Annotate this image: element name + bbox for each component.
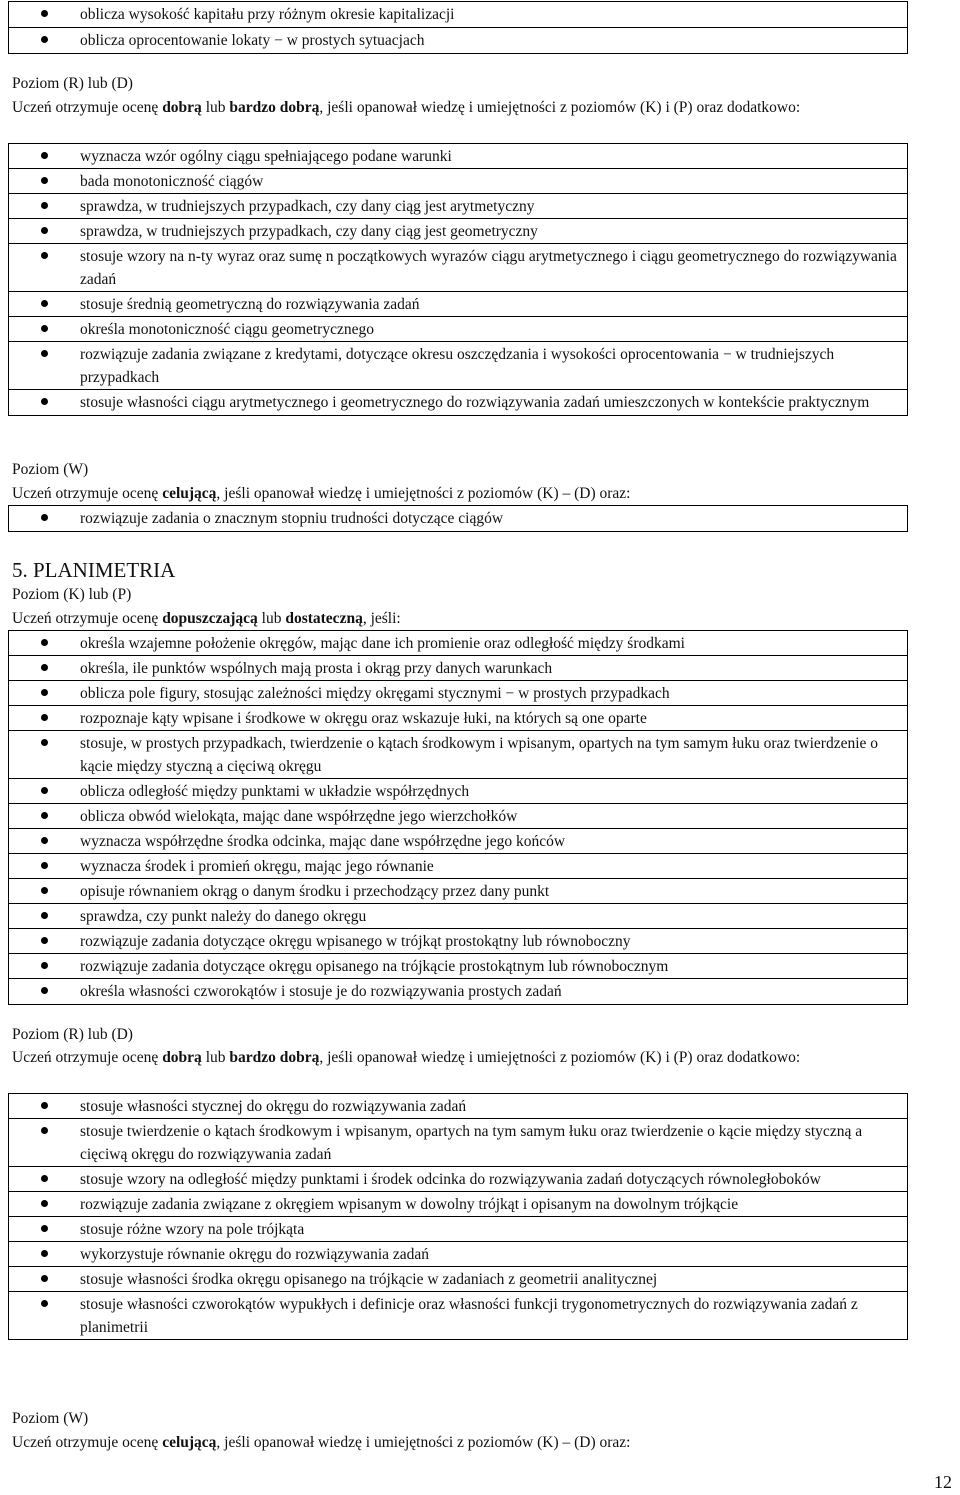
list-item: rozwiązuje zadania związane z kredytami, dotyczące okresu oszczędzania i wysokości oprocentowania − w trudniejszych przypadkach	[9, 342, 907, 390]
list-item: rozwiązuje zadania dotyczące okręgu wpisanego w trójkąt prostokątny lub równoboczny	[9, 929, 907, 954]
grade-intro: Uczeń otrzymuje ocenę celującą, jeśli opanował wiedzę i umiejętności z poziomów (K) – (D) oraz:	[12, 485, 631, 502]
bullet-icon	[41, 152, 48, 159]
list-item: określa monotoniczność ciągu geometrycznego	[9, 317, 907, 342]
list-item: stosuje własności stycznej do okręgu do rozwiązywania zadań	[9, 1094, 907, 1119]
grade-intro: Uczeń otrzymuje ocenę celującą, jeśli opanował wiedzę i umiejętności z poziomów (K) – (D) oraz:	[12, 1434, 631, 1451]
list-item: stosuje własności czworokątów wypukłych i definicje oraz własności funkcji trygonometrycznych do rozwiązywania zadań z planimetrii	[9, 1292, 907, 1339]
list-item: oblicza obwód wielokąta, mając dane współrzędne jego wierzchołków	[9, 804, 907, 829]
list-item: oblicza oprocentowanie lokaty − w prostych sytuacjach	[9, 28, 907, 53]
section5-kp-list	[8, 630, 908, 1005]
bullet-icon	[41, 252, 48, 259]
bullet-icon	[41, 664, 48, 671]
section4-top-list	[8, 1, 908, 54]
list-item: sprawdza, w trudniejszych przypadkach, czy dany ciąg jest geometryczny	[9, 219, 907, 244]
bullet-icon	[41, 639, 48, 646]
bullet-icon	[41, 300, 48, 307]
level-heading: Poziom (R) lub (D)	[12, 1026, 133, 1043]
bullet-icon	[41, 714, 48, 721]
list-item: stosuje średnią geometryczną do rozwiązywania zadań	[9, 292, 907, 317]
bullet-icon	[41, 1250, 48, 1257]
list-item: wyznacza środek i promień okręgu, mając jego równanie	[9, 854, 907, 879]
list-item: oblicza wysokość kapitału przy różnym okresie kapitalizacji	[9, 2, 907, 28]
list-item: stosuje wzory na odległość między punktami i środek odcinka do rozwiązywania zadań dotyczących równoległoboków	[9, 1167, 907, 1192]
list-item: opisuje równaniem okrąg o danym środku i przechodzący przez dany punkt	[9, 879, 907, 904]
list-item: rozwiązuje zadania o znacznym stopniu trudności dotyczące ciągów	[9, 506, 907, 531]
level-heading: Poziom (K) lub (P)	[12, 586, 132, 603]
list-item: oblicza odległość między punktami w układzie współrzędnych	[9, 779, 907, 804]
list-item: stosuje twierdzenie o kątach środkowym i wpisanym, opartych na tym samym łuku oraz twierdzenie o kącie między styczną a cięciwą okręgu do rozwiązywania zadań	[9, 1119, 907, 1167]
list-item: określa, ile punktów wspólnych mają prosta i okrąg przy danych warunkach	[9, 656, 907, 681]
bullet-icon	[41, 1300, 48, 1307]
list-item: określa wzajemne położenie okręgów, mając dane ich promienie oraz odległość między środkami	[9, 631, 907, 656]
bullet-icon	[41, 912, 48, 919]
list-item: stosuje różne wzory na pole trójkąta	[9, 1217, 907, 1242]
list-item: sprawdza, w trudniejszych przypadkach, czy dany ciąg jest arytmetyczny	[9, 194, 907, 219]
grade-intro: Uczeń otrzymuje ocenę dopuszczającą lub dostateczną, jeśli:	[12, 610, 401, 627]
grade-intro: Uczeń otrzymuje ocenę dobrą lub bardzo dobrą, jeśli opanował wiedzę i umiejętności z poziomów (K) i (P) oraz dodatkowo:	[12, 99, 801, 116]
bullet-icon	[41, 36, 48, 43]
bullet-icon	[41, 787, 48, 794]
level-heading: Poziom (W)	[12, 1410, 89, 1427]
list-item: wykorzystuje równanie okręgu do rozwiązywania zadań	[9, 1242, 907, 1267]
bullet-icon	[41, 514, 48, 521]
list-item: stosuje, w prostych przypadkach, twierdzenie o kątach środkowym i wpisanym, opartych na tym samym łuku oraz twierdzenie o kącie między styczną a cięciwą okręgu	[9, 731, 907, 779]
bullet-icon	[41, 202, 48, 209]
bullet-icon	[41, 350, 48, 357]
list-item: określa własności czworokątów i stosuje je do rozwiązywania prostych zadań	[9, 979, 907, 1004]
bullet-icon	[41, 227, 48, 234]
bullet-icon	[41, 1225, 48, 1232]
list-item: stosuje wzory na n-ty wyraz oraz sumę n początkowych wyrazów ciągu arytmetycznego i ciągu geometrycznego do rozwiązywania zadań	[9, 244, 907, 292]
section5-rd-list	[8, 1093, 908, 1340]
list-item: wyznacza wzór ogólny ciągu spełniającego podane warunki	[9, 144, 907, 169]
bullet-icon	[41, 812, 48, 819]
section4-w-list	[8, 505, 908, 532]
list-item: wyznacza współrzędne środka odcinka, mając dane współrzędne jego końców	[9, 829, 907, 854]
list-item: oblicza pole figury, stosując zależności między okręgami stycznymi − w prostych przypadkach	[9, 681, 907, 706]
list-item: stosuje własności ciągu arytmetycznego i geometrycznego do rozwiązywania zadań umieszczonych w kontekście praktycznym	[9, 390, 907, 415]
section4-rd-list	[8, 143, 908, 416]
bullet-icon	[41, 1200, 48, 1207]
bullet-icon	[41, 1102, 48, 1109]
bullet-icon	[41, 1275, 48, 1282]
level-heading: Poziom (R) lub (D)	[12, 75, 133, 92]
bullet-icon	[41, 10, 48, 17]
bullet-icon	[41, 862, 48, 869]
bullet-icon	[41, 689, 48, 696]
list-item: stosuje własności środka okręgu opisanego na trójkącie w zadaniach z geometrii analitycznej	[9, 1267, 907, 1292]
list-item: bada monotoniczność ciągów	[9, 169, 907, 194]
level-heading: Poziom (W)	[12, 461, 89, 478]
list-item: rozwiązuje zadania związane z okręgiem wpisanym w dowolny trójkąt i opisanym na dowolnym trójkącie	[9, 1192, 907, 1217]
bullet-icon	[41, 1127, 48, 1134]
bullet-icon	[41, 937, 48, 944]
bullet-icon	[41, 739, 48, 746]
section-heading: 5. PLANIMETRIA	[12, 558, 176, 582]
page-number: 12	[934, 1472, 952, 1492]
bullet-icon	[41, 177, 48, 184]
bullet-icon	[41, 837, 48, 844]
list-item: rozwiązuje zadania dotyczące okręgu opisanego na trójkącie prostokątnym lub równobocznym	[9, 954, 907, 979]
bullet-icon	[41, 398, 48, 405]
grade-intro: Uczeń otrzymuje ocenę dobrą lub bardzo dobrą, jeśli opanował wiedzę i umiejętności z poziomów (K) i (P) oraz dodatkowo:	[12, 1049, 801, 1066]
list-item: sprawdza, czy punkt należy do danego okręgu	[9, 904, 907, 929]
bullet-icon	[41, 887, 48, 894]
bullet-icon	[41, 987, 48, 994]
list-item: rozpoznaje kąty wpisane i środkowe w okręgu oraz wskazuje łuki, na których są one oparte	[9, 706, 907, 731]
bullet-icon	[41, 325, 48, 332]
bullet-icon	[41, 1175, 48, 1182]
bullet-icon	[41, 962, 48, 969]
